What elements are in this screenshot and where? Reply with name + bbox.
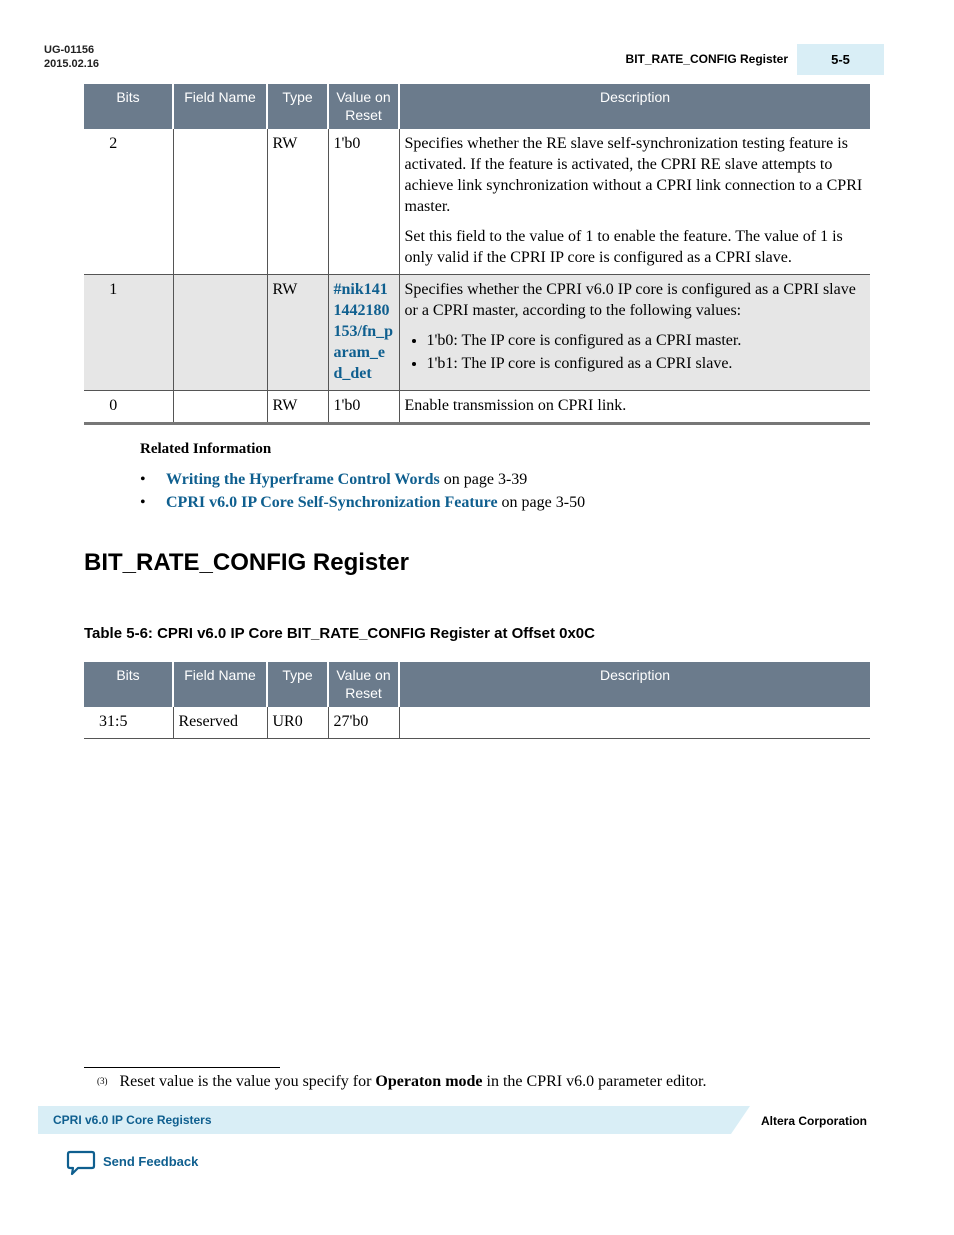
footnote-text: Reset value is the value you specify for — [119, 1073, 376, 1090]
description-paragraph: Specifies whether the RE slave self-synchronization testing feature is activated. If the feature is activated, the CPRI RE slave attempts to achieve link synchronization without a CPRI link connection to a CPRI master. — [404, 135, 863, 215]
running-header-title: BIT_RATE_CONFIG Register — [625, 52, 788, 66]
footnote-rule — [84, 1067, 280, 1068]
col-header-field-name: Field Name — [173, 662, 267, 707]
cell-reset: 27'b0 — [328, 707, 399, 739]
description-list — [405, 330, 866, 374]
list-item — [140, 468, 585, 491]
cell-reset: 1'b0 — [328, 391, 399, 424]
footer-company: Altera Corporation — [761, 1114, 868, 1128]
related-link-hyperframe[interactable]: Writing the Hyperframe Control Words — [166, 471, 440, 488]
register-table-continued — [84, 84, 870, 425]
cell-type: RW — [267, 275, 328, 391]
cell-field — [173, 391, 267, 424]
page-reference: on page 3-50 — [497, 494, 586, 511]
list-item — [140, 491, 585, 514]
cell-type: RW — [267, 129, 328, 275]
col-header-bits: Bits — [84, 84, 173, 129]
footnote-text-end: in the CPRI v6.0 parameter editor. — [482, 1073, 707, 1090]
footnote-bold-term: Operaton mode — [375, 1073, 483, 1090]
description-paragraph: Set this field to the value of 1 to enable the feature. The value of 1 is only valid if the CPRI IP core is configured as a CPRI slave. — [404, 228, 843, 266]
table-row — [84, 129, 870, 275]
cell-description — [399, 129, 870, 275]
related-link-self-sync[interactable]: CPRI v6.0 IP Core Self-Synchronization Feature — [166, 494, 498, 511]
cell-reset: 1'b0 — [328, 129, 399, 275]
col-header-description: Description — [399, 84, 870, 129]
doc-date: 2015.02.16 — [44, 58, 100, 70]
cell-field — [173, 129, 267, 275]
reset-value-link[interactable]: #nik1411442180153/fn_param_ed_det — [333, 281, 394, 382]
description-paragraph: Enable transmission on CPRI link. — [404, 397, 627, 414]
section-title: BIT_RATE_CONFIG Register — [84, 549, 409, 576]
doc-id-block — [44, 43, 99, 71]
table-row — [84, 391, 870, 424]
col-header-bits: Bits — [84, 662, 173, 707]
table-row — [84, 707, 870, 739]
cell-description — [399, 707, 870, 739]
cell-bits: 31:5 — [84, 707, 173, 739]
cell-reset — [328, 275, 399, 391]
col-header-value-on-reset: Value on Reset — [328, 84, 399, 129]
col-header-value-on-reset: Value on Reset — [328, 662, 399, 707]
cell-type: UR0 — [267, 707, 328, 739]
cell-description — [399, 391, 870, 424]
page-number: 5-5 — [797, 44, 884, 75]
list-item: • 1'b1: The IP core is configured as a CPRI slave. — [427, 353, 866, 374]
cell-field — [173, 275, 267, 391]
page-reference: on page 3-39 — [439, 471, 528, 488]
footnote — [97, 1071, 706, 1092]
cell-bits: 1 — [84, 275, 173, 391]
footnote-mark: (3) — [97, 1076, 108, 1086]
table-header-row — [84, 662, 870, 707]
cell-bits: 0 — [84, 391, 173, 424]
send-feedback-link[interactable]: Send Feedback — [103, 1154, 199, 1169]
col-header-type: Type — [267, 662, 328, 707]
feedback-speech-bubble-icon[interactable] — [66, 1150, 96, 1177]
cell-description — [399, 275, 870, 391]
footer-chapter-title: CPRI v6.0 IP Core Registers — [53, 1113, 212, 1127]
col-header-description: Description — [399, 662, 870, 707]
related-information-heading: Related Information — [140, 441, 272, 457]
list-item: • 1'b0: The IP core is configured as a CPRI master. — [427, 330, 866, 351]
table-caption: Table 5-6: CPRI v6.0 IP Core BIT_RATE_CONFIG Register at Offset 0x0C — [84, 625, 595, 642]
table-header-row — [84, 84, 870, 129]
description-paragraph: Specifies whether the CPRI v6.0 IP core is configured as a CPRI slave or a CPRI master, according to the following values: — [404, 281, 856, 319]
table-row — [84, 275, 870, 391]
doc-id: UG-01156 — [44, 44, 95, 56]
col-header-type: Type — [267, 84, 328, 129]
cell-field: Reserved — [173, 707, 267, 739]
cell-type: RW — [267, 391, 328, 424]
related-links-list — [140, 468, 585, 514]
col-header-field-name: Field Name — [173, 84, 267, 129]
bit-rate-config-table — [84, 662, 870, 739]
cell-bits: 2 — [84, 129, 173, 275]
